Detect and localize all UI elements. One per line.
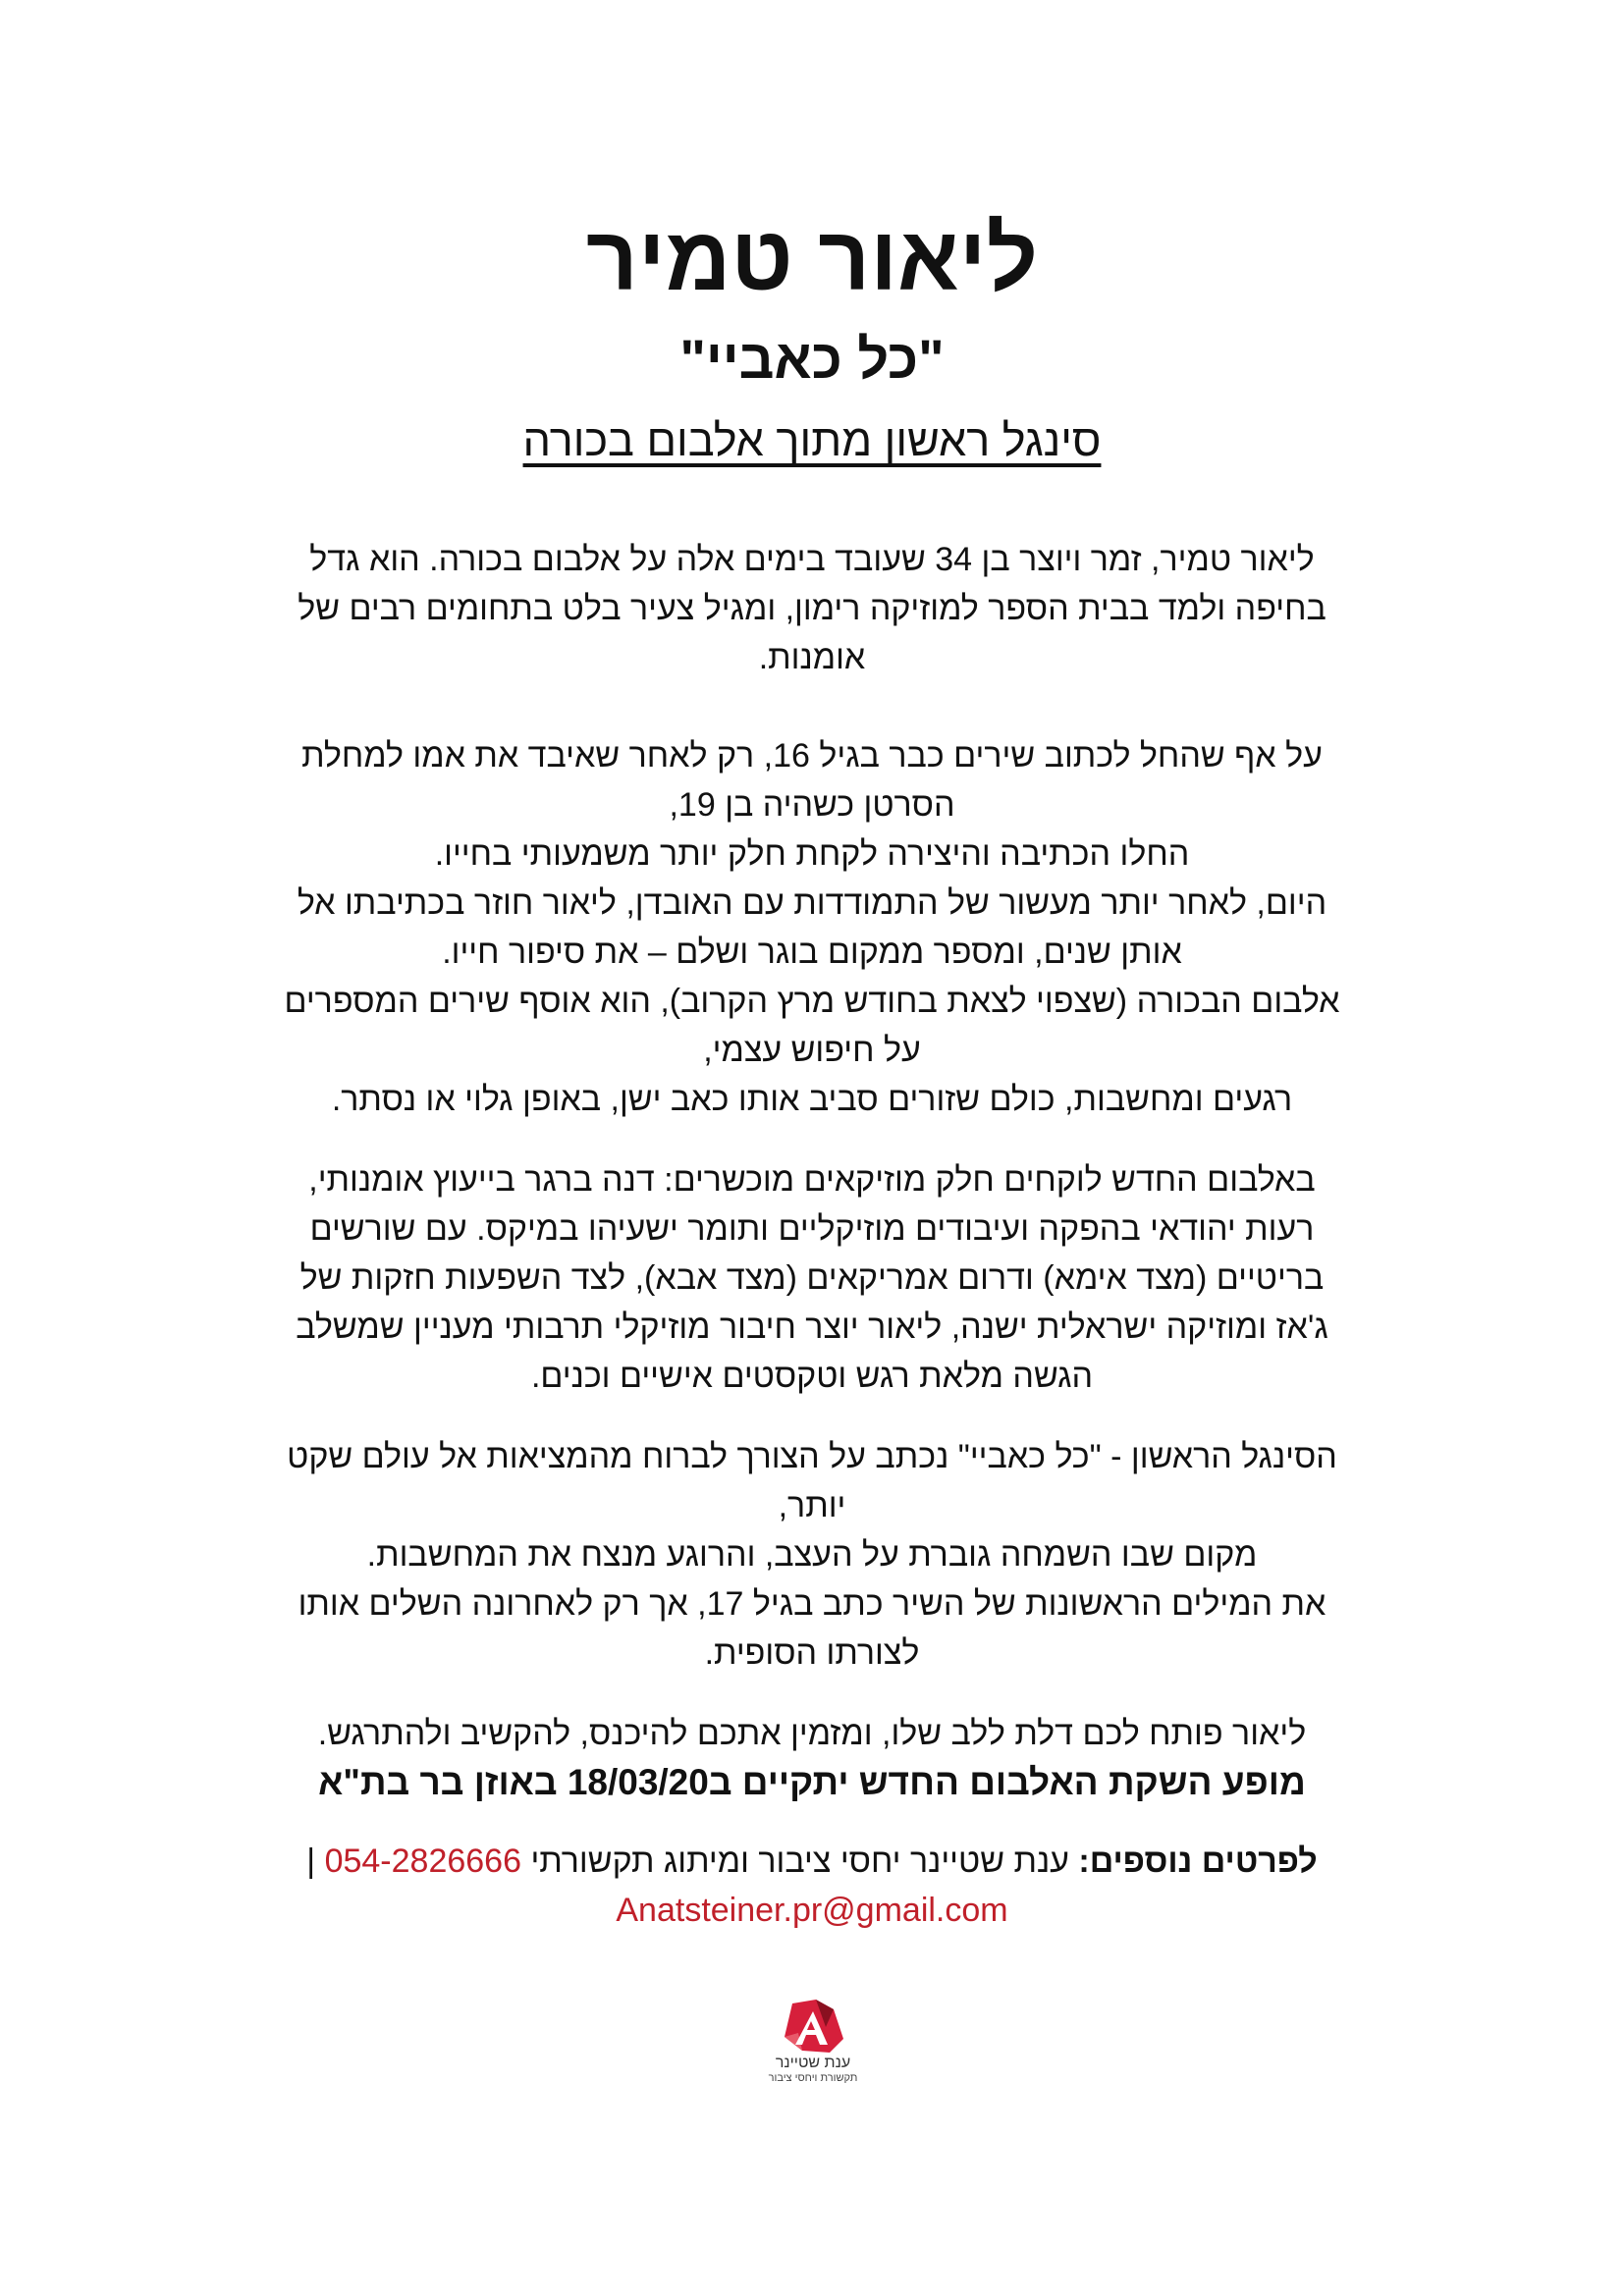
text-line: רעות יהודאי בהפקה ועיבודים מוזיקליים ותומר ישעיהו במיקס. עם שורשים	[309, 1210, 1315, 1248]
song-title: "כל כאביי"	[679, 328, 945, 390]
page-title: ליאור טמיר	[585, 209, 1039, 309]
paragraph-single	[245, 1432, 1379, 1678]
text-line: הגשה מלאת רגש וטקסטים אישיים וכנים.	[530, 1358, 1094, 1395]
text-line: לצורתו הסופית.	[704, 1634, 920, 1672]
text-line: יותר,	[778, 1487, 846, 1524]
text-line: היום, לאחר יותר מעשור של התמודדות עם האובדן, ליאור חוזר בכתיבתו אל	[297, 884, 1327, 922]
contact-line	[245, 1837, 1379, 1886]
text-line: בחיפה ולמד בבית הספר למוזיקה רימון, ומגיל צעיר בלט בתחומים רבים של	[298, 590, 1326, 627]
text-line: אומנות.	[758, 639, 866, 676]
text-line: על חיפוש עצמי,	[703, 1032, 921, 1069]
text-line: רגעים ומחשבות, כולם שזורים סביב אותו כאב ישן, באופן גלוי או נסתר.	[331, 1081, 1293, 1118]
text-line: את המילים הראשונות של השיר כתב בגיל 17, אך רק לאחרונה השלים אותו	[298, 1585, 1326, 1623]
logo-name: ענת שטיינר	[775, 2055, 851, 2071]
text-line: אותן שנים, ומספר ממקום בוגר ושלם – את סיפור חייו.	[442, 934, 1182, 971]
contact-block	[245, 1837, 1379, 1935]
text-line: הסינגל הראשון - "כל כאביי" נכתב על הצורך לברוח מהמציאות אל עולם שקט	[287, 1438, 1337, 1475]
launch-announcement: מופע השקת האלבום החדש יתקיים ב18/03/20 באוזן בר בת"א	[318, 1762, 1306, 1802]
contact-separator: |	[306, 1842, 316, 1880]
contact-label: לפרטים נוספים:	[1078, 1842, 1318, 1880]
contact-text: ענת שטיינר יחסי ציבור ומיתוג תקשורתי	[530, 1842, 1069, 1880]
contact-phone[interactable]: 054-2826666	[324, 1842, 521, 1880]
body-text	[245, 535, 1379, 1935]
brand-logo	[764, 1998, 862, 2106]
tagline	[0, 416, 1624, 465]
text-line: ג'אז ומוזיקה ישראלית ישנה, ליאור יוצר חיבור מוזיקלי תרבותי מעניין שמשלב	[296, 1308, 1328, 1346]
text-line: מקום שבו השמחה גוברת על העצב, והרוגע מנצח את המחשבות.	[366, 1536, 1258, 1574]
paragraph-intro	[245, 535, 1379, 682]
paragraph-album	[245, 1155, 1379, 1401]
text-line: באלבום החדש לוקחים חלק מוזיקאים מוכשרים: דנה ברגר בייעוץ אומנותי,	[308, 1161, 1316, 1199]
paragraph-story	[245, 731, 1379, 1124]
text-line: הסרטן כשהיה בן 19,	[669, 786, 955, 824]
text-line: אלבום הבכורה (שצפוי לצאת בחודש מרץ הקרוב), הוא אוסף שירים המספרים	[284, 983, 1340, 1020]
logo-icon	[779, 1998, 847, 2055]
text-line: החלו הכתיבה והיצירה לקחת חלק יותר משמעותי בחייו.	[434, 835, 1190, 873]
text-line: בריטיים (מצד אימא) ודרום אמריקאים (מצד אבא), לצד השפעות חזקות של	[299, 1259, 1325, 1297]
tagline-text: סינגל ראשון מתוך אלבום בכורה	[522, 415, 1102, 465]
text-line: ליאור טמיר, זמר ויוצר בן 34 שעובד בימים אלה על אלבום בכורה. הוא גדל	[309, 541, 1315, 578]
contact-email[interactable]: Anatsteiner.pr@gmail.com	[616, 1892, 1008, 1929]
logo-tagline: תקשורת ויחסי ציבור	[768, 2072, 858, 2084]
invite-line: ליאור פותח לכם דלת ללב שלו, ומזמין אתכם להיכנס, להקשיב ולהתרגש.	[317, 1715, 1307, 1752]
text-line: על אף שהחל לכתוב שירים כבר בגיל 16, רק לאחר שאיבד את אמו למחלת	[301, 737, 1323, 774]
